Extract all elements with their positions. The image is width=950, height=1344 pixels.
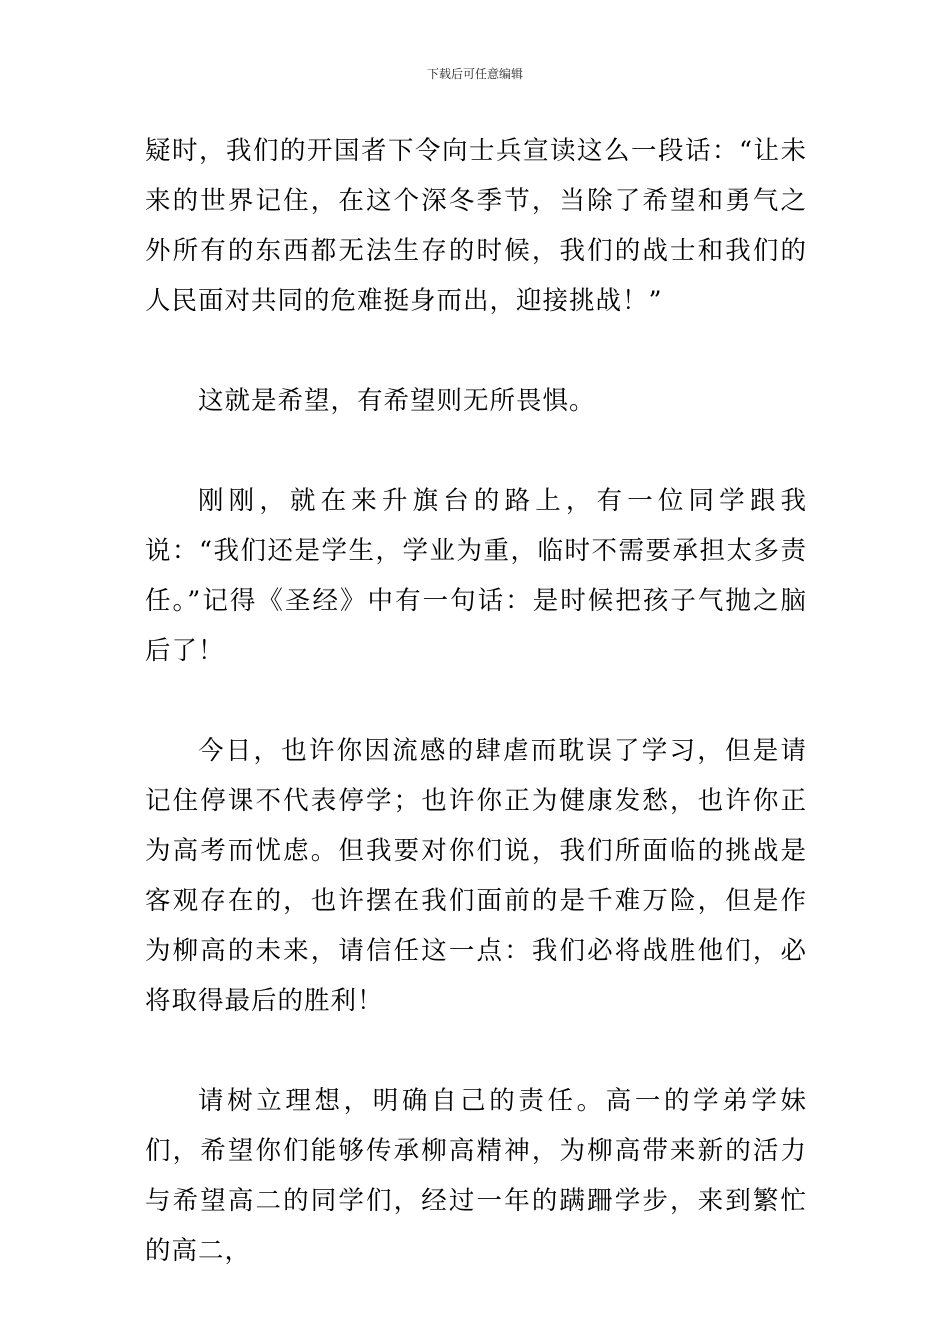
paragraph-gap bbox=[145, 326, 807, 376]
paragraph-flag-platform: 刚刚，就在来升旗台的路上，有一位同学跟我说：“我们还是学生，学业为重，临时不需要承担太多责任。”记得《圣经》中有一句话：是时候把孩子气抛之脑后了！ bbox=[145, 486, 807, 666]
paragraph-today: 今日，也许你因流感的肆虐而耽误了学习，但是请记住停课不代表停学；也许你正为健康发愁，也许你正为高考而忧虑。但我要对你们说，我们所面临的挑战是客观存在的，也许摆在我们面前的是千难万险，但是作为柳高的未来，请信任这一点：我们必将战胜他们，必将取得最后的胜利！ bbox=[145, 736, 807, 1016]
document-body bbox=[145, 126, 807, 1276]
page-header: 下载后可任意编辑 bbox=[426, 67, 523, 81]
paragraph-gap bbox=[145, 676, 807, 726]
paragraph-hope: 这就是希望，有希望则无所畏惧。 bbox=[198, 386, 596, 416]
paragraph-gap bbox=[145, 1026, 807, 1076]
paragraph-gap bbox=[145, 426, 807, 476]
paragraph-continuation: 疑时，我们的开国者下令向士兵宣读这么一段话：“让未来的世界记住，在这个深冬季节，当除了希望和勇气之外所有的东西都无法生存的时候，我们的战士和我们的人民面对共同的危难挺身而出，迎接挑战！” bbox=[145, 136, 807, 316]
paragraph-ideals: 请树立理想，明确自己的责任。高一的学弟学妹们，希望你们能够传承柳高精神，为柳高带来新的活力与希望高二的同学们，经过一年的蹒跚学步，来到繁忙的高二， bbox=[145, 1086, 807, 1266]
